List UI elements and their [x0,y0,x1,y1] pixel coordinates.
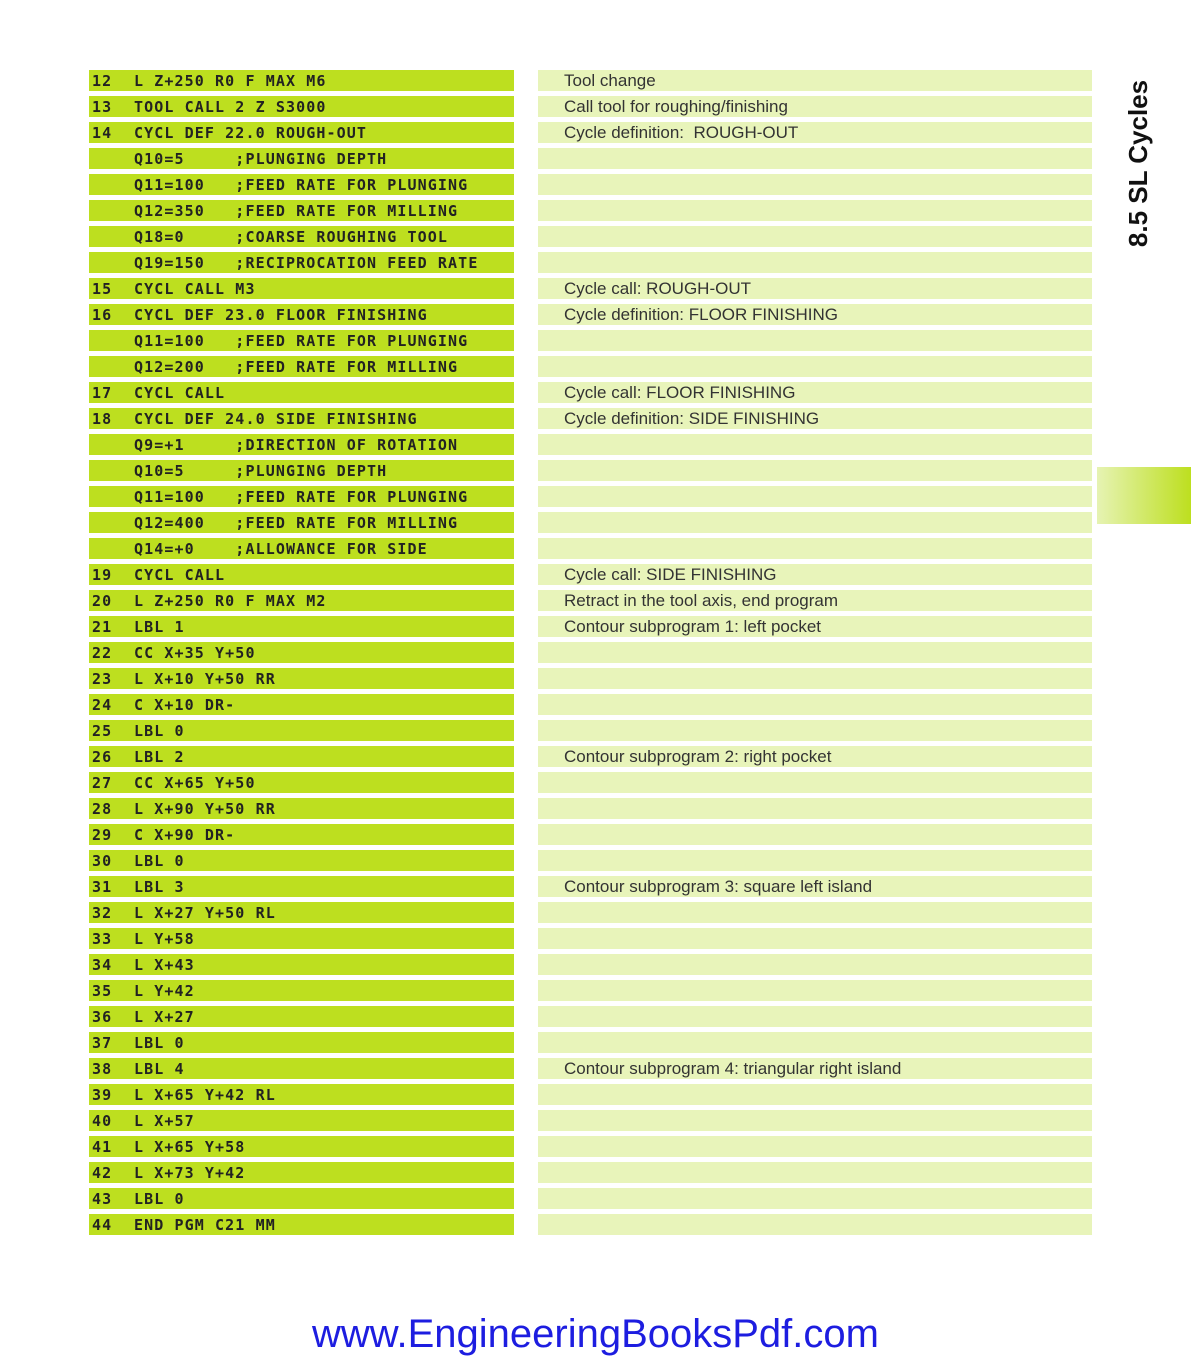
nc-statement: Q12=400 ;FEED RATE FOR MILLING [134,513,459,532]
program-row [89,772,1092,798]
code-cell [89,1084,514,1105]
line-number: 39 [92,1085,113,1104]
nc-statement: CYCL CALL M3 [134,279,256,298]
nc-statement: L Z+250 R0 F MAX M2 [134,591,327,610]
description-cell: Contour subprogram 3: square left island [538,876,1092,897]
code-cell [89,928,514,949]
program-row [89,538,1092,564]
nc-statement: Q11=100 ;FEED RATE FOR PLUNGING [134,331,469,350]
line-number: 15 [92,279,113,298]
code-cell [89,642,514,663]
line-number: 36 [92,1007,113,1026]
line-number: 25 [92,721,113,740]
program-row [89,798,1092,824]
description-cell [538,902,1092,923]
line-number: 31 [92,877,113,896]
description-cell: Retract in the tool axis, end program [538,590,1092,611]
description-cell [538,798,1092,819]
code-cell [89,798,514,819]
program-row [89,564,1092,590]
nc-statement: CC X+65 Y+50 [134,773,256,792]
program-row [89,356,1092,382]
line-number: 26 [92,747,113,766]
nc-statement: LBL 3 [134,877,185,896]
nc-statement: Q12=200 ;FEED RATE FOR MILLING [134,357,459,376]
code-cell [89,200,514,221]
nc-statement: L X+65 Y+42 RL [134,1085,276,1104]
description-cell: Cycle call: SIDE FINISHING [538,564,1092,585]
code-cell [89,408,514,429]
description-cell [538,850,1092,871]
program-row [89,616,1092,642]
nc-statement: L X+10 Y+50 RR [134,669,276,688]
nc-statement: LBL 0 [134,721,185,740]
line-number: 24 [92,695,113,714]
code-cell [89,824,514,845]
program-row [89,1162,1092,1188]
line-number: 20 [92,591,113,610]
description-cell: Cycle definition: FLOOR FINISHING [538,304,1092,325]
description-cell: Contour subprogram 2: right pocket [538,746,1092,767]
code-cell [89,70,514,91]
description-cell [538,1214,1092,1235]
description-cell [538,356,1092,377]
line-number: 35 [92,981,113,1000]
section-title [1117,68,1161,258]
description-cell [538,1162,1092,1183]
nc-statement: LBL 0 [134,1033,185,1052]
watermark-link[interactable]: www.EngineeringBooksPdf.com [312,1312,879,1356]
code-cell [89,278,514,299]
program-row [89,278,1092,304]
program-row [89,746,1092,772]
nc-statement: CYCL DEF 23.0 FLOOR FINISHING [134,305,428,324]
nc-statement: L X+27 [134,1007,195,1026]
code-cell [89,1162,514,1183]
code-cell [89,486,514,507]
line-number: 21 [92,617,113,636]
code-cell [89,564,514,585]
code-cell [89,1058,514,1079]
description-cell: Cycle call: ROUGH-OUT [538,278,1092,299]
description-cell [538,824,1092,845]
description-cell [538,772,1092,793]
line-number: 29 [92,825,113,844]
code-cell [89,720,514,741]
description-cell [538,538,1092,559]
program-row [89,850,1092,876]
nc-statement: END PGM C21 MM [134,1215,276,1234]
line-number: 14 [92,123,113,142]
program-row [89,122,1092,148]
code-cell [89,382,514,403]
line-number: 12 [92,71,113,90]
program-row [89,408,1092,434]
section-title-text: 8.5 SL Cycles [1123,79,1154,247]
program-row [89,668,1092,694]
description-cell [538,174,1092,195]
program-row [89,1058,1092,1084]
description-cell: Tool change [538,70,1092,91]
nc-statement: Q11=100 ;FEED RATE FOR PLUNGING [134,487,469,506]
nc-statement: L Y+58 [134,929,195,948]
description-cell [538,668,1092,689]
code-cell [89,148,514,169]
program-row [89,694,1092,720]
program-row [89,1032,1092,1058]
chapter-tab [1097,467,1191,524]
nc-statement: Q9=+1 ;DIRECTION OF ROTATION [134,435,459,454]
line-number: 43 [92,1189,113,1208]
program-row [89,590,1092,616]
nc-statement: Q10=5 ;PLUNGING DEPTH [134,461,388,480]
code-cell [89,1188,514,1209]
program-row [89,382,1092,408]
code-cell [89,434,514,455]
program-row [89,1110,1092,1136]
nc-statement: C X+10 DR- [134,695,236,714]
description-cell: Cycle definition: SIDE FINISHING [538,408,1092,429]
code-cell [89,1006,514,1027]
line-number: 37 [92,1033,113,1052]
code-cell [89,538,514,559]
code-cell [89,330,514,351]
program-row [89,980,1092,1006]
code-cell [89,694,514,715]
description-cell [538,1110,1092,1131]
nc-statement: LBL 1 [134,617,185,636]
description-cell [538,148,1092,169]
code-cell [89,876,514,897]
program-row [89,1214,1092,1240]
nc-statement: L X+27 Y+50 RL [134,903,276,922]
line-number: 44 [92,1215,113,1234]
nc-statement: CC X+35 Y+50 [134,643,256,662]
line-number: 41 [92,1137,113,1156]
nc-statement: L X+90 Y+50 RR [134,799,276,818]
nc-statement: CYCL DEF 22.0 ROUGH-OUT [134,123,368,142]
description-cell [538,200,1092,221]
description-cell [538,1136,1092,1157]
program-row [89,200,1092,226]
program-row [89,1136,1092,1162]
description-cell [538,1188,1092,1209]
program-row [89,928,1092,954]
program-row [89,512,1092,538]
line-number: 42 [92,1163,113,1182]
code-cell [89,122,514,143]
description-cell [538,1006,1092,1027]
description-cell [538,1032,1092,1053]
line-number: 38 [92,1059,113,1078]
nc-statement: CYCL CALL [134,565,226,584]
line-number: 19 [92,565,113,584]
code-cell [89,460,514,481]
line-number: 18 [92,409,113,428]
code-cell [89,96,514,117]
program-row [89,1084,1092,1110]
nc-statement: Q14=+0 ;ALLOWANCE FOR SIDE [134,539,428,558]
program-row [89,330,1092,356]
code-cell [89,1110,514,1131]
nc-statement: C X+90 DR- [134,825,236,844]
line-number: 32 [92,903,113,922]
code-cell [89,902,514,923]
nc-statement: LBL 4 [134,1059,185,1078]
description-cell: Contour subprogram 1: left pocket [538,616,1092,637]
program-row [89,70,1092,96]
nc-statement: L Y+42 [134,981,195,1000]
code-cell [89,1214,514,1235]
code-cell [89,1136,514,1157]
line-number: 30 [92,851,113,870]
description-cell [538,460,1092,481]
description-cell [538,434,1092,455]
nc-statement: L X+73 Y+42 [134,1163,246,1182]
description-cell [538,486,1092,507]
program-row [89,226,1092,252]
nc-statement: CYCL DEF 24.0 SIDE FINISHING [134,409,418,428]
program-row [89,304,1092,330]
description-cell [538,330,1092,351]
code-cell [89,980,514,1001]
description-cell [538,980,1092,1001]
line-number: 33 [92,929,113,948]
code-cell [89,512,514,533]
program-row [89,460,1092,486]
line-number: 34 [92,955,113,974]
line-number: 22 [92,643,113,662]
description-cell: Call tool for roughing/finishing [538,96,1092,117]
line-number: 16 [92,305,113,324]
code-cell [89,746,514,767]
nc-statement: LBL 2 [134,747,185,766]
nc-statement: TOOL CALL 2 Z S3000 [134,97,327,116]
program-row [89,148,1092,174]
line-number: 27 [92,773,113,792]
program-row [89,1188,1092,1214]
nc-statement: Q11=100 ;FEED RATE FOR PLUNGING [134,175,469,194]
description-cell: Cycle definition: ROUGH-OUT [538,122,1092,143]
program-row [89,96,1092,122]
code-cell [89,356,514,377]
code-cell [89,1032,514,1053]
code-cell [89,304,514,325]
description-cell [538,694,1092,715]
description-cell: Cycle call: FLOOR FINISHING [538,382,1092,403]
program-row [89,954,1092,980]
nc-statement: Q10=5 ;PLUNGING DEPTH [134,149,388,168]
program-row [89,486,1092,512]
program-row [89,902,1092,928]
nc-statement: LBL 0 [134,1189,185,1208]
program-row [89,720,1092,746]
line-number: 23 [92,669,113,688]
program-row [89,642,1092,668]
description-cell [538,1084,1092,1105]
nc-statement: Q12=350 ;FEED RATE FOR MILLING [134,201,459,220]
code-cell [89,954,514,975]
nc-statement: L X+57 [134,1111,195,1130]
code-cell [89,174,514,195]
line-number: 40 [92,1111,113,1130]
program-row [89,824,1092,850]
description-cell [538,954,1092,975]
nc-statement: L X+43 [134,955,195,974]
code-cell [89,590,514,611]
description-cell [538,252,1092,273]
line-number: 17 [92,383,113,402]
program-row [89,252,1092,278]
line-number: 28 [92,799,113,818]
nc-statement: Q18=0 ;COARSE ROUGHING TOOL [134,227,449,246]
program-row [89,434,1092,460]
nc-statement: CYCL CALL [134,383,226,402]
line-number: 13 [92,97,113,116]
nc-statement: L X+65 Y+58 [134,1137,246,1156]
description-cell [538,928,1092,949]
program-row [89,1006,1092,1032]
code-cell [89,668,514,689]
description-cell [538,226,1092,247]
description-cell: Contour subprogram 4: triangular right island [538,1058,1092,1079]
code-cell [89,252,514,273]
description-cell [538,512,1092,533]
code-cell [89,772,514,793]
program-row [89,876,1092,902]
code-cell [89,226,514,247]
nc-statement: L Z+250 R0 F MAX M6 [134,71,327,90]
description-cell [538,642,1092,663]
nc-statement: Q19=150 ;RECIPROCATION FEED RATE [134,253,479,272]
code-cell [89,616,514,637]
description-cell [538,720,1092,741]
nc-statement: LBL 0 [134,851,185,870]
program-listing [89,70,1092,1240]
program-row [89,174,1092,200]
code-cell [89,850,514,871]
